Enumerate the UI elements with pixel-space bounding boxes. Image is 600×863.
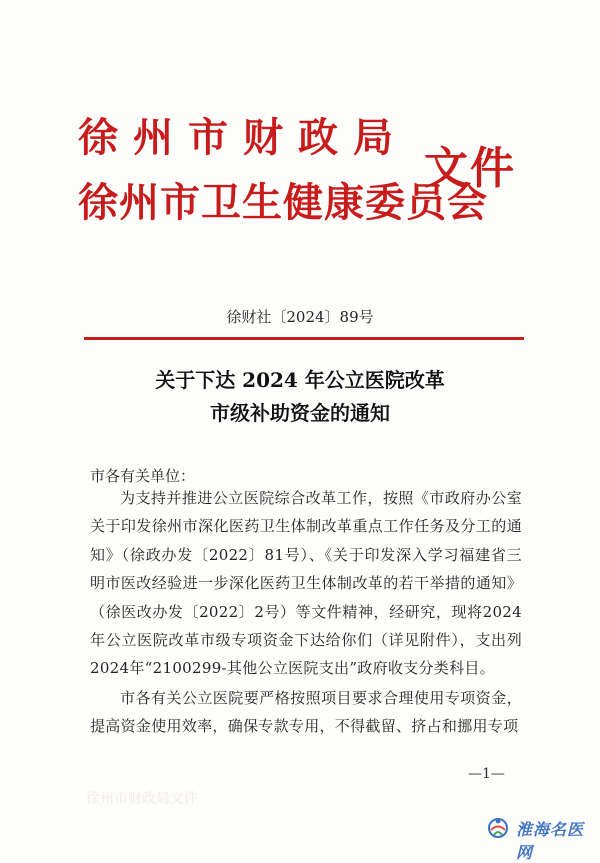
- document-title-line-2: 市级补助资金的通知: [210, 401, 390, 425]
- red-divider-line: [84, 337, 524, 340]
- body-paragraph-1: 为支持并推进公立医院综合改革工作，按照《市政府办公室关于印发徐州市深化医药卫生体制改革重点工作任务及分工的通知》（徐政办发〔2022〕81号）、《关于印发深入学习福建省三明市医改经验进一步深化医药卫生体制改革的若干举措的通知》（徐医改办发〔2022〕2号）等文件精神，经研究，现将2024年公立医院改革市级专项资金下达给你们（详见附件），支出列2024年“2100299-其他公立医院支出”政府收支分类科目。: [90, 489, 522, 678]
- document-title-line-1: 关于下达 2024 年公立医院改革: [155, 368, 445, 392]
- issuer-line-finance-bureau: 徐州市财政局: [78, 114, 408, 161]
- addressee: 市各有关单位：: [90, 467, 196, 485]
- footer-faded-mark: 徐州市财政局文件: [86, 791, 198, 807]
- site-watermark-logo: [486, 814, 596, 862]
- document-type-label: 文件: [424, 143, 516, 194]
- document-number: 徐财社〔2024〕89号: [226, 308, 374, 326]
- site-name: 淮海名医网: [516, 820, 585, 862]
- page-number: —1—: [468, 766, 505, 782]
- issuer-line-health-commission: 徐州市卫生健康委员会: [78, 179, 488, 226]
- body-paragraph-2: 市各有关公立医院要严格按照项目要求合理使用专项资金，提高资金使用效率，确保专款专用，不得截留、挤占和挪用专项: [90, 689, 522, 736]
- globe-person-icon: [486, 815, 510, 839]
